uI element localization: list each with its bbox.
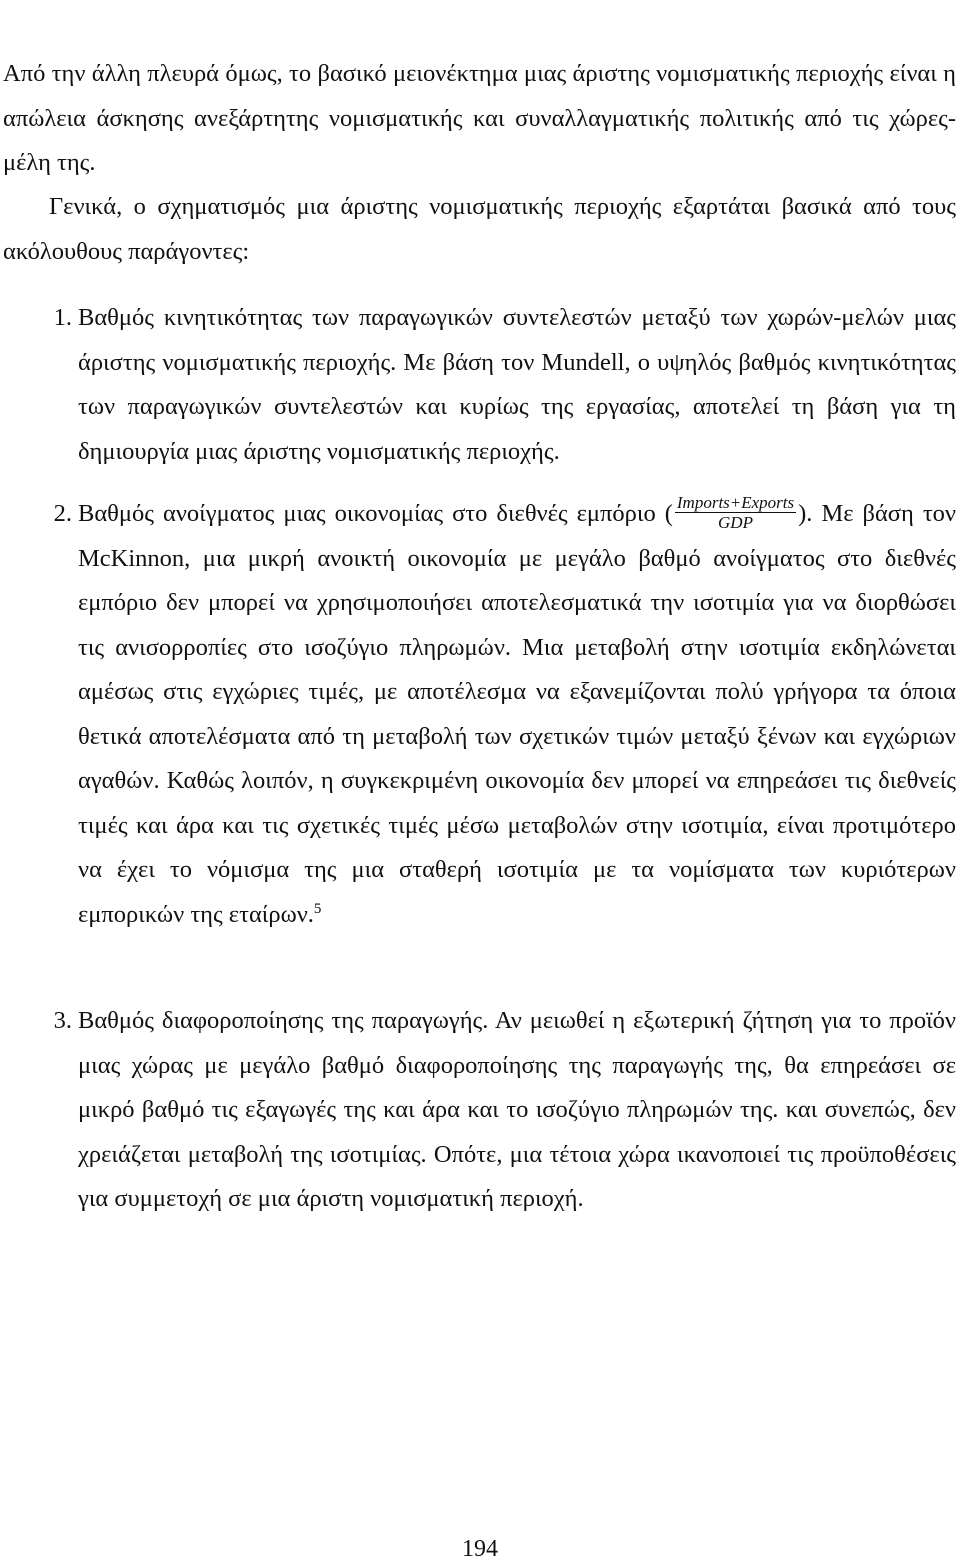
formula-numerator: Imports+Exports (676, 492, 795, 512)
paragraph-factors-text: Γενικά, ο σχηματισμός μια άριστης νομισματικής περιοχής εξαρτάται βασικά από τους ακόλουθους παράγοντες: (3, 193, 956, 265)
openness-formula (675, 494, 796, 531)
formula-denominator: GDP (718, 512, 753, 532)
formula-closing: ). (798, 500, 813, 527)
paragraph-disadvantage: Από την άλλη πλευρά όμως, το βασικό μειονέκτημα μιας άριστης νομισματικής περιοχής είναι η απώλεια άσκησης ανεξάρτητης νομισματικής και συναλλαγματικής πολιτικής από τις χώρες-μέλη της. (3, 60, 956, 176)
openness-body: Με βάση τον McKinnon, μια μικρή ανοικτή οικονομία με μεγάλο βαθμό ανοίγματος στο διεθνές εμπόριο δεν μπορεί να χρησιμοποιήσει αποτελεσματικά την ισοτιμία για να διορθώσει τις ανισορροπίες στο ισοζύγιο πληρωμών. Μια μεταβολή στην ισοτιμία εκδηλώνεται αμέσως στις εγχώριες τιμές, με αποτέλεσμα να εξανεμίζονται πολύ γρήγορα τα όποια θετικά αποτελέσματα από τη μεταβολή των σχετικών τιμών μεταξύ ξένων και εγχώριων αγαθών. Καθώς λοιπόν, η συγκεκριμένη οικονομία δεν μπορεί να επηρεάσει τις διεθνείς τιμές και άρα και τις σχετικές τιμές μέσω μεταβολών στην ισοτιμία, είναι προτιμότερο να έχει το νόμισμα της μια σταθερή ισοτιμία με τα νομίσματα των κυριότερων εμπορικών της εταίρων. (78, 500, 956, 928)
list-item-text: Βαθμός διαφοροποίησης της παραγωγής. Αν μειωθεί η εξωτερική ζήτηση για το προϊόν μιας χώρας με μεγάλο βαθμό διαφοροποίησης της παραγωγής της, θα επηρεάσει σε μικρό βαθμό τις εξαγωγές της και άρα και το ισοζύγιο πληρωμών της. και συνεπώς, δεν χρειάζεται μεταβολή της ισοτιμίας. Οπότε, μια τέτοια χώρα ικανοποιεί τις προϋποθέσεις για συμμετοχή σε μια άριστη νομισματική περιοχή. (78, 1007, 956, 1212)
footnote-marker: 5 (313, 900, 322, 917)
list-item-number: 3. (53, 1007, 72, 1034)
openness-heading: Βαθμός ανοίγματος μιας οικονομίας στο διεθνές εμπόριο ( (78, 500, 673, 527)
list-item-text (78, 492, 956, 937)
paragraph-factors-intro (3, 185, 956, 274)
list-item-text: Βαθμός κινητικότητας των παραγωγικών συντελεστών μεταξύ των χωρών-μελών μιας άριστης νομισματικής περιοχής. Με βάση τον Mundell, ο υψηλός βαθμός κινητικότητας των παραγωγικών συντελεστών και κυρίως της εργασίας, αποτελεί τη βάση για τη δημιουργία μιας άριστης νομισματικής περιοχής. (78, 304, 956, 465)
list-item-number: 1. (53, 304, 72, 331)
page-number: 194 (462, 1536, 498, 1562)
list-item-number: 2. (53, 500, 72, 527)
